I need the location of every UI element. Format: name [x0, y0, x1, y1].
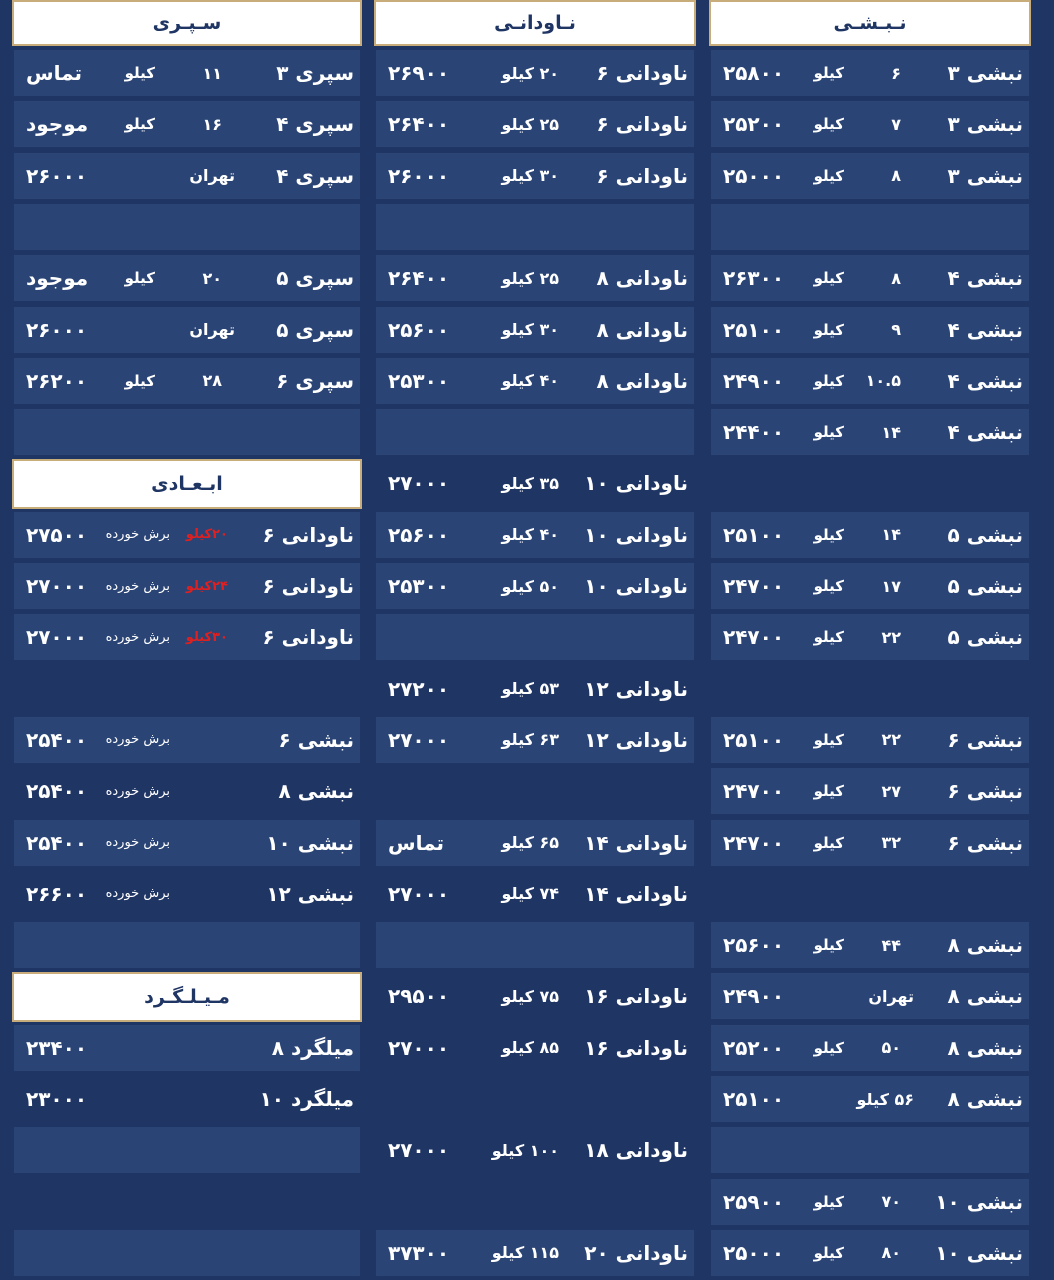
- item-price: تماس: [26, 61, 83, 85]
- item-price: ۲۷۲۰۰: [388, 676, 450, 701]
- table-row: [14, 50, 360, 96]
- item-size: ۷۴ کیلو: [501, 884, 559, 904]
- table-row: [711, 1076, 1029, 1122]
- item-size: ۵۳ کیلو: [501, 679, 559, 699]
- empty-row: [376, 1076, 694, 1122]
- item-size: ۳۵ کیلو: [501, 473, 559, 493]
- table-row: [376, 563, 694, 609]
- table-row: [14, 1025, 360, 1071]
- item-name: نبشی ۱۰: [935, 1240, 1023, 1265]
- item-price: ۲۷۰۰۰: [388, 727, 450, 752]
- item-unit: کیلو: [813, 628, 844, 647]
- item-name: ناودانی ۱۰: [584, 471, 688, 496]
- item-unit: کیلو: [124, 269, 155, 288]
- item-size: ۱۴: [881, 525, 901, 545]
- table-row: [711, 255, 1029, 301]
- item-price: ۲۶۲۰۰: [26, 368, 88, 393]
- item-note: برش خورده: [105, 732, 170, 748]
- item-name: ناودانی ۱۰: [584, 574, 688, 598]
- table-row: [711, 1179, 1029, 1225]
- empty-row: [14, 666, 360, 712]
- table-row: [14, 717, 360, 763]
- table-row: [14, 563, 360, 609]
- item-price: ۲۵۴۰۰: [26, 727, 88, 752]
- table-row: [376, 101, 694, 147]
- item-price: ۲۵۳۰۰: [388, 574, 450, 598]
- item-name: سپری ۵: [276, 266, 354, 291]
- item-note: برش خورده: [105, 835, 170, 850]
- item-price: ۲۶۶۰۰: [26, 881, 88, 906]
- item-name: نبشی ۸: [947, 984, 1023, 1009]
- item-weight-red: ۲۴کیلو: [185, 578, 228, 594]
- item-price: ۲۷۰۰۰: [26, 574, 88, 598]
- item-price: ۳۷۳۰۰: [388, 1240, 450, 1265]
- item-name: ناودانی ۱۴: [584, 881, 688, 906]
- header-milgerd-title: مـیـلـگـرد: [144, 986, 230, 1009]
- item-price: ۲۳۰۰۰: [26, 1087, 88, 1111]
- table-row: [14, 614, 360, 660]
- empty-row: [711, 1127, 1029, 1173]
- item-price: ۲۴۹۰۰: [723, 368, 785, 393]
- item-unit: کیلو: [813, 166, 844, 185]
- item-price: ۲۷۰۰۰: [388, 471, 450, 496]
- empty-row: [14, 1179, 360, 1225]
- item-name: ناودانی ۸: [596, 317, 688, 342]
- table-row: [711, 717, 1029, 763]
- table-row: [376, 512, 694, 558]
- item-name: میلگرد ۱۰: [259, 1087, 354, 1111]
- table-row: [711, 922, 1029, 968]
- item-name: نبشی ۵: [947, 625, 1023, 650]
- item-name: ناودانی ۸: [596, 266, 688, 291]
- item-price: ۲۶۴۰۰: [388, 112, 450, 137]
- empty-row: [376, 409, 694, 455]
- item-name: سپری ۵: [276, 317, 354, 342]
- table-row: [711, 358, 1029, 404]
- empty-row: [14, 1127, 360, 1173]
- item-size: ۲۰ کیلو: [501, 63, 559, 83]
- item-unit: کیلو: [813, 1038, 844, 1057]
- item-unit: کیلو: [124, 115, 155, 134]
- item-name: ناودانی ۱۶: [584, 1035, 688, 1060]
- item-price: ۲۳۴۰۰: [26, 1035, 88, 1060]
- item-name: نبشی ۳: [947, 163, 1023, 188]
- item-size: ۸: [891, 268, 901, 288]
- item-size: ۵۰ کیلو: [501, 576, 559, 596]
- item-size: ۸: [891, 166, 901, 186]
- header-abadi: [12, 459, 362, 509]
- table-row: [376, 820, 694, 866]
- table-row: [711, 614, 1029, 660]
- item-size: ۲۲: [881, 730, 901, 750]
- item-size: ۸۰: [881, 1243, 901, 1263]
- item-note: برش خورده: [105, 629, 170, 645]
- item-unit: کیلو: [813, 1192, 844, 1211]
- item-name: ناودانی ۱۴: [584, 830, 688, 855]
- item-price: ۲۵۶۰۰: [388, 522, 450, 547]
- item-size: ۱۶: [202, 114, 222, 134]
- empty-row: [376, 1179, 694, 1225]
- item-size: ۱۱۵ کیلو: [491, 1243, 559, 1263]
- item-price: ۲۵۸۰۰: [723, 61, 785, 85]
- table-row: [14, 871, 360, 917]
- item-name: میلگرد ۸: [271, 1035, 354, 1060]
- item-size: تهران: [868, 986, 914, 1006]
- item-size: تهران: [189, 166, 235, 186]
- table-row: [376, 153, 694, 199]
- item-name: ناودانی ۱۸: [584, 1138, 688, 1163]
- header-separi-title: سـپـری: [152, 12, 222, 34]
- item-name: نبشی ۶: [278, 727, 354, 752]
- table-row: [376, 50, 694, 96]
- item-price: ۲۵۱۰۰: [723, 522, 785, 547]
- table-row: [376, 460, 694, 506]
- table-row: [376, 1025, 694, 1071]
- item-size: ۸۵ کیلو: [501, 1038, 559, 1058]
- item-price: ۲۵۶۰۰: [723, 933, 785, 958]
- item-name: سپری ۴: [276, 112, 354, 137]
- item-name: ناودانی ۶: [262, 574, 354, 598]
- table-row: [14, 307, 360, 353]
- table-row: [711, 973, 1029, 1019]
- item-size: ۵۰: [881, 1038, 901, 1058]
- item-unit: کیلو: [813, 64, 844, 82]
- item-name: نبشی ۳: [947, 61, 1023, 85]
- item-name: ناودانی ۶: [596, 61, 688, 85]
- item-price: ۲۴۷۰۰: [723, 574, 785, 598]
- header-nabshi: [709, 0, 1031, 46]
- item-price: ۲۴۷۰۰: [723, 830, 785, 855]
- item-price: ۲۷۰۰۰: [26, 625, 88, 650]
- item-unit: کیلو: [813, 833, 844, 852]
- table-row: [376, 871, 694, 917]
- item-unit: کیلو: [813, 269, 844, 288]
- header-navdani: [374, 0, 696, 46]
- empty-row: [14, 204, 360, 250]
- item-price: ۲۶۴۰۰: [388, 266, 450, 291]
- item-size: ۲۵ کیلو: [501, 114, 559, 134]
- item-name: نبشی ۱۲: [266, 881, 354, 906]
- table-row: [711, 307, 1029, 353]
- item-price: ۲۶۰۰۰: [26, 317, 88, 342]
- item-price: ۲۶۰۰۰: [388, 163, 450, 188]
- item-size: ۲۷: [881, 781, 901, 801]
- table-row: [14, 255, 360, 301]
- item-name: نبشی ۴: [947, 368, 1023, 393]
- item-size: ۲۵ کیلو: [501, 268, 559, 288]
- item-size: ۱۱: [202, 63, 222, 83]
- item-price: ۲۵۹۰۰: [723, 1189, 785, 1214]
- item-price: ۲۷۰۰۰: [388, 1035, 450, 1060]
- item-name: نبشی ۸: [947, 1087, 1023, 1111]
- item-unit: کیلو: [813, 371, 844, 390]
- table-row: [711, 768, 1029, 814]
- item-price: ۲۵۶۰۰: [388, 317, 450, 342]
- table-row: [376, 1127, 694, 1173]
- item-name: ناودانی ۶: [596, 112, 688, 137]
- item-name: نبشی ۸: [278, 779, 354, 804]
- item-size: ۴۰ کیلو: [501, 371, 559, 391]
- header-nabshi-title: نـبـشـی: [833, 12, 907, 34]
- table-row: [14, 820, 360, 866]
- table-row: [14, 768, 360, 814]
- item-price: ۲۴۴۰۰: [723, 420, 785, 445]
- item-size: ۶۵ کیلو: [501, 833, 559, 852]
- item-price: ۲۵۲۰۰: [723, 112, 785, 137]
- empty-row: [376, 614, 694, 660]
- table-row: [711, 101, 1029, 147]
- item-name: سپری ۴: [276, 163, 354, 188]
- empty-row: [711, 204, 1029, 250]
- table-row: [376, 973, 694, 1019]
- empty-row: [14, 409, 360, 455]
- empty-row: [14, 922, 360, 968]
- item-size: ۳۰ کیلو: [501, 320, 559, 339]
- item-size: تهران: [189, 320, 235, 339]
- item-size: ۶: [891, 63, 901, 83]
- header-milgerd: [12, 972, 362, 1022]
- item-unit: کیلو: [813, 1243, 844, 1262]
- empty-row: [711, 666, 1029, 712]
- item-name: نبشی ۶: [947, 727, 1023, 752]
- table-row: [711, 1230, 1029, 1276]
- item-name: ناودانی ۸: [596, 368, 688, 393]
- item-name: نبشی ۶: [947, 779, 1023, 804]
- item-price: ۲۷۵۰۰: [26, 522, 88, 547]
- table-row: [711, 1025, 1029, 1071]
- table-row: [711, 50, 1029, 96]
- item-price: ۲۷۰۰۰: [388, 881, 450, 906]
- item-price: تماس: [388, 830, 445, 855]
- table-row: [711, 563, 1029, 609]
- item-unit: کیلو: [813, 936, 844, 955]
- item-size: ۱۰.۵: [865, 371, 901, 391]
- item-price: ۲۶۹۰۰: [388, 61, 450, 85]
- table-row: [14, 101, 360, 147]
- item-price: ۲۵۴۰۰: [26, 779, 88, 804]
- item-name: ناودانی ۶: [596, 163, 688, 188]
- table-row: [376, 307, 694, 353]
- item-size: ۲۸: [202, 371, 222, 391]
- empty-row: [376, 768, 694, 814]
- table-row: [376, 666, 694, 712]
- item-size: ۷۵ کیلو: [501, 986, 559, 1006]
- item-size: ۱۷: [881, 576, 901, 596]
- item-unit: کیلو: [124, 64, 155, 82]
- item-price: ۲۹۵۰۰: [388, 984, 450, 1009]
- item-price: ۲۵۰۰۰: [723, 1240, 785, 1265]
- header-separi: [12, 0, 362, 46]
- item-weight-red: ۳۰کیلو: [185, 629, 228, 645]
- item-price: ۲۴۷۰۰: [723, 779, 785, 804]
- item-unit: کیلو: [813, 320, 844, 339]
- item-unit: کیلو: [813, 115, 844, 134]
- item-unit: کیلو: [813, 423, 844, 442]
- table-row: [711, 409, 1029, 455]
- item-unit: کیلو: [813, 730, 844, 749]
- item-note: برش خورده: [105, 886, 170, 902]
- item-size: ۴۰ کیلو: [501, 525, 559, 545]
- item-note: برش خورده: [105, 578, 170, 594]
- item-price: ۲۵۳۰۰: [388, 368, 450, 393]
- item-name: ناودانی ۲۰: [584, 1240, 688, 1265]
- item-name: ناودانی ۶: [262, 625, 354, 650]
- item-note: برش خورده: [105, 783, 170, 799]
- item-price: ۲۵۱۰۰: [723, 1087, 785, 1111]
- item-name: ناودانی ۱۲: [584, 727, 688, 752]
- item-size: ۲۲: [881, 627, 901, 647]
- item-size: ۵۶ کیلو: [856, 1089, 914, 1109]
- item-unit: کیلو: [813, 782, 844, 801]
- item-name: سپری ۶: [276, 368, 354, 393]
- item-name: نبشی ۳: [947, 112, 1023, 137]
- item-size: ۷: [891, 114, 901, 134]
- item-price: ۲۵۱۰۰: [723, 317, 785, 342]
- item-name: نبشی ۴: [947, 317, 1023, 342]
- item-weight-red: ۲۰کیلو: [185, 527, 228, 543]
- empty-row: [711, 871, 1029, 917]
- item-name: نبشی ۴: [947, 420, 1023, 445]
- item-size: ۷۰: [881, 1192, 901, 1212]
- item-name: نبشی ۶: [947, 830, 1023, 855]
- item-price: ۲۵۱۰۰: [723, 727, 785, 752]
- table-row: [711, 820, 1029, 866]
- item-name: نبشی ۸: [947, 1035, 1023, 1060]
- item-price: ۲۵۰۰۰: [723, 163, 785, 188]
- header-abadi-title: ابـعـادی: [151, 473, 223, 496]
- item-size: ۳۰ کیلو: [501, 166, 559, 186]
- item-name: نبشی ۴: [947, 266, 1023, 291]
- item-price: موجود: [26, 266, 89, 291]
- item-size: ۹: [891, 320, 901, 339]
- item-price: ۲۶۰۰۰: [26, 163, 88, 188]
- empty-row: [376, 204, 694, 250]
- table-row: [376, 358, 694, 404]
- item-price: ۲۴۹۰۰: [723, 984, 785, 1009]
- item-size: ۶۳ کیلو: [501, 730, 559, 750]
- item-name: نبشی ۱۰: [935, 1189, 1023, 1214]
- item-price: ۲۶۳۰۰: [723, 266, 785, 291]
- table-row: [14, 512, 360, 558]
- item-size: ۱۴: [881, 422, 901, 442]
- item-name: نبشی ۵: [947, 522, 1023, 547]
- header-navdani-title: نـاودانـی: [494, 12, 576, 34]
- item-price: ۲۷۰۰۰: [388, 1138, 450, 1163]
- item-name: ناودانی ۶: [262, 522, 354, 547]
- table-row: [14, 358, 360, 404]
- table-row: [14, 1076, 360, 1122]
- empty-row: [711, 460, 1029, 506]
- item-unit: کیلو: [813, 525, 844, 544]
- table-row: [376, 1230, 694, 1276]
- table-row: [711, 512, 1029, 558]
- item-unit: کیلو: [813, 577, 844, 595]
- item-name: نبشی ۵: [947, 574, 1023, 598]
- empty-row: [376, 922, 694, 968]
- item-name: ناودانی ۱۲: [584, 676, 688, 701]
- table-row: [376, 717, 694, 763]
- table-row: [14, 153, 360, 199]
- item-name: ناودانی ۱۰: [584, 522, 688, 547]
- item-name: نبشی ۱۰: [266, 830, 354, 855]
- item-price: موجود: [26, 112, 89, 137]
- item-name: ناودانی ۱۶: [584, 984, 688, 1009]
- item-note: برش خورده: [105, 527, 170, 543]
- item-unit: کیلو: [124, 371, 155, 390]
- item-name: سپری ۳: [276, 61, 354, 85]
- item-price: ۲۵۴۰۰: [26, 830, 88, 855]
- item-price: ۲۴۷۰۰: [723, 625, 785, 650]
- table-row: [376, 255, 694, 301]
- item-name: نبشی ۸: [947, 933, 1023, 958]
- item-size: ۲۰: [202, 268, 222, 288]
- empty-row: [14, 1230, 360, 1276]
- item-size: ۴۴: [881, 935, 901, 955]
- item-size: ۳۲: [881, 833, 901, 852]
- item-price: ۲۵۲۰۰: [723, 1035, 785, 1060]
- item-size: ۱۰۰ کیلو: [491, 1140, 559, 1160]
- table-row: [711, 153, 1029, 199]
